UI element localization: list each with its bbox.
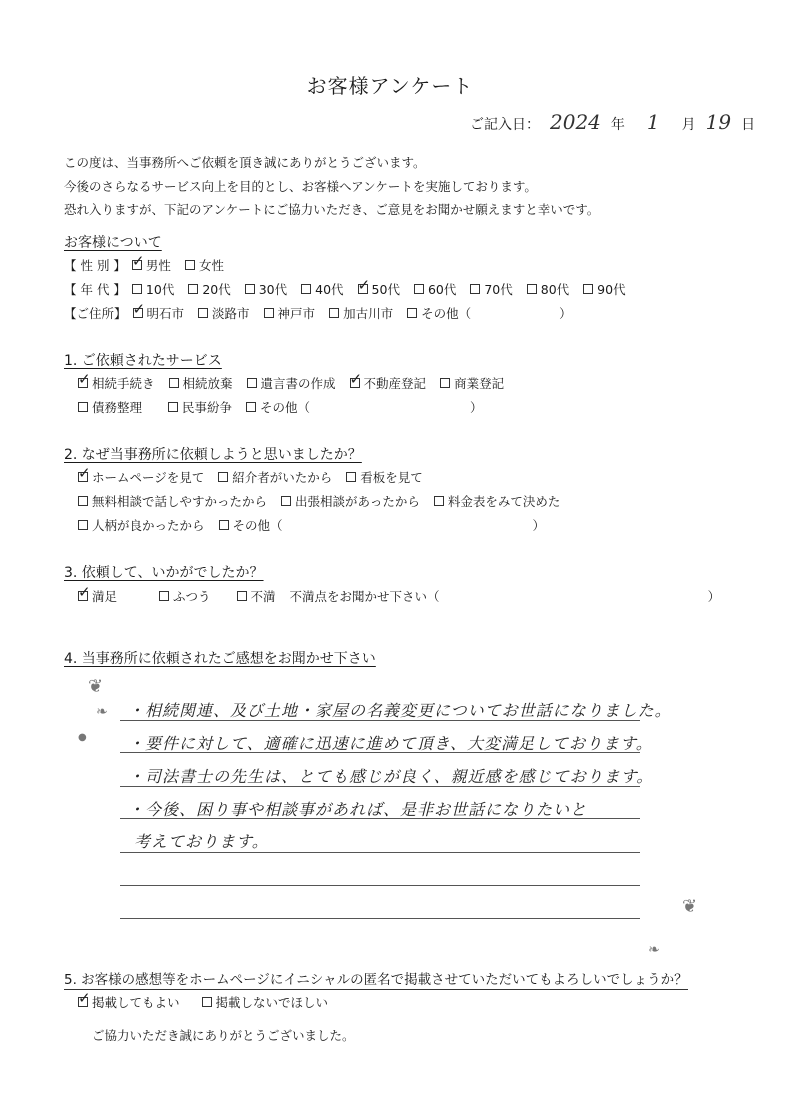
comment-line-5[interactable]: 考えております。: [134, 832, 269, 851]
leaf-icon: ❧: [648, 942, 660, 958]
option-label: 掲載しないでほしい: [215, 995, 329, 1010]
checkbox-icon[interactable]: [329, 308, 339, 318]
leaf-icon: ●: [78, 732, 87, 743]
option-label: 債務整理: [92, 400, 143, 415]
ruled-line: [120, 852, 640, 853]
floral-decoration-icon: ❦: [88, 676, 104, 697]
q1-option[interactable]: [78, 398, 142, 416]
option-label: その他（: [232, 518, 283, 533]
checkbox-icon[interactable]: [218, 472, 228, 482]
q3-option[interactable]: [159, 587, 211, 605]
q2-heading: 2. なぜ当事務所に依頼しようと思いましたか？: [64, 447, 362, 463]
checkbox-icon[interactable]: [245, 284, 255, 294]
close-paren: ）: [559, 306, 572, 321]
q2-option[interactable]: [346, 468, 423, 486]
age-label: 【 年 代 】: [64, 282, 126, 297]
option-label: 神戸市: [277, 306, 316, 321]
checkbox-icon[interactable]: [133, 308, 143, 318]
option-label: 相続手続き: [92, 376, 155, 391]
q2-option[interactable]: [281, 492, 420, 510]
gender-option-female[interactable]: [185, 256, 224, 274]
date-day-suffix: 日: [741, 117, 756, 133]
q5-option[interactable]: [78, 993, 180, 1011]
q2-option-other[interactable]: [219, 516, 283, 534]
age-option[interactable]: [583, 280, 625, 298]
q5-heading: 5. お客様の感想等をホームページにイニシャルの匿名で掲載させていただいてもよろしいでしょうか？: [64, 968, 688, 990]
option-label: ふつう: [173, 589, 211, 604]
intro-line-2: 今後のさらなるサービス向上を目的とし、お客様へアンケートを実施しております。: [64, 179, 537, 194]
age-option[interactable]: [132, 280, 174, 298]
comment-line-1[interactable]: ・相続関連、及び土地・家屋の名義変更についてお世話になりました。: [128, 701, 672, 720]
checkbox-icon[interactable]: [407, 308, 417, 318]
checkbox-icon[interactable]: [301, 284, 311, 294]
q5-option[interactable]: [202, 993, 329, 1011]
option-label: 60代: [427, 282, 457, 297]
date-year-suffix: 年: [610, 117, 625, 133]
date-month-suffix: 月: [681, 117, 696, 133]
address-row: [64, 304, 572, 322]
checkbox-icon[interactable]: [78, 997, 88, 1007]
option-label: 満足: [92, 589, 118, 604]
option-label: 出張相談があったから: [295, 494, 420, 509]
address-option[interactable]: [133, 304, 185, 322]
date-day[interactable]: 19: [705, 110, 732, 134]
q1-row-1: [78, 374, 518, 392]
q1-option-other[interactable]: [246, 398, 310, 416]
page-title: お客様アンケート: [306, 74, 474, 98]
checkbox-icon[interactable]: [246, 402, 256, 412]
option-label: 加古川市: [343, 306, 394, 321]
intro-line-3: 恐れ入りますが、下記のアンケートにご協力いただき、ご意見をお聞かせ願えますと幸いです。: [64, 202, 600, 217]
option-label: 10代: [145, 282, 175, 297]
gender-label: 【 性 別 】: [64, 258, 126, 273]
option-label: 掲載してもよい: [92, 995, 180, 1010]
checkbox-icon[interactable]: [188, 284, 198, 294]
q3-heading: 3. 依頼して、いかがでしたか？: [64, 565, 264, 581]
checkbox-icon[interactable]: [78, 591, 88, 601]
age-option[interactable]: [470, 280, 512, 298]
option-label: ホームページを見て: [92, 470, 205, 485]
close-paren: ）: [707, 589, 721, 604]
option-label: 70代: [484, 282, 513, 297]
checkbox-icon[interactable]: [350, 378, 360, 388]
q1-option[interactable]: [350, 374, 427, 392]
option-label: 50代: [371, 282, 400, 297]
option-label: 相続放棄: [182, 376, 233, 391]
checkbox-icon[interactable]: [237, 591, 247, 601]
address-option[interactable]: [198, 304, 250, 322]
complaint-label: 不満点をお聞かせ下さい（: [289, 589, 440, 604]
q3-option[interactable]: [237, 587, 276, 605]
q2-option[interactable]: [218, 468, 332, 486]
option-label: 明石市: [146, 306, 185, 321]
checkbox-icon[interactable]: [169, 378, 179, 388]
entry-date: [470, 110, 755, 134]
age-row: [64, 280, 640, 298]
q1-heading: 1. ご依頼されたサービス: [64, 353, 222, 369]
option-label: 商業登記: [454, 376, 505, 391]
checkbox-icon[interactable]: [132, 260, 142, 270]
q1-option[interactable]: [168, 398, 232, 416]
q1-option[interactable]: [247, 374, 336, 392]
q5-row: [78, 993, 342, 1011]
checkbox-icon[interactable]: [264, 308, 274, 318]
close-paren: ）: [470, 400, 483, 415]
option-label: 男性: [145, 258, 171, 273]
checkbox-icon[interactable]: [78, 378, 88, 388]
checkbox-icon[interactable]: [202, 997, 212, 1007]
gender-row: [64, 256, 238, 274]
option-label: 淡路市: [212, 306, 250, 321]
close-paren: ）: [532, 518, 546, 533]
checkbox-icon[interactable]: [78, 472, 88, 482]
option-label: その他（: [260, 400, 311, 415]
q1-option[interactable]: [169, 374, 233, 392]
option-label: 不満: [250, 589, 276, 604]
checkbox-icon[interactable]: [434, 496, 444, 506]
option-label: 遺言書の作成: [260, 376, 336, 391]
address-option-other[interactable]: [407, 304, 471, 322]
checkbox-icon[interactable]: [247, 378, 257, 388]
q1-option[interactable]: [440, 374, 504, 392]
q3-option[interactable]: [78, 587, 117, 605]
checkbox-icon[interactable]: [281, 496, 291, 506]
closing-message: ご協力いただき誠にありがとうございました。: [92, 1028, 355, 1043]
option-label: 料金表をみて決めた: [447, 494, 561, 509]
checkbox-icon[interactable]: [132, 284, 142, 294]
option-label: 無料相談で話しやすかったから: [92, 494, 268, 509]
floral-decoration-icon: ❦: [682, 896, 698, 917]
checkbox-icon[interactable]: [527, 284, 537, 294]
q2-row-3: [78, 516, 545, 534]
option-label: 80代: [540, 282, 570, 297]
option-label: 看板を見て: [360, 470, 423, 485]
comment-line-4[interactable]: ・今後、困り事や相談事があれば、是非お世話になりたいと: [128, 800, 588, 819]
q2-row-2: [78, 492, 574, 510]
checkbox-icon[interactable]: [440, 378, 450, 388]
address-option[interactable]: [264, 304, 316, 322]
option-label: 30代: [258, 282, 288, 297]
q3-row: [78, 587, 720, 605]
checkbox-icon[interactable]: [346, 472, 356, 482]
checkbox-icon[interactable]: [78, 496, 88, 506]
intro-line-1: この度は、当事務所へご依頼を頂き誠にありがとうございます。: [64, 155, 426, 170]
comment-line-2[interactable]: ・要件に対して、適確に迅速に進めて頂き、大変満足しております。: [128, 734, 653, 753]
checkbox-icon[interactable]: [78, 402, 88, 412]
comment-line-3[interactable]: ・司法書士の先生は、とても感じが良く、親近感を感じております。: [128, 767, 654, 786]
q1-row-2: [78, 398, 483, 416]
option-label: 紹介者がいたから: [232, 470, 333, 485]
date-label: ご記入日：: [470, 117, 540, 133]
checkbox-icon[interactable]: [185, 260, 195, 270]
gender-option-male[interactable]: [132, 256, 171, 274]
ruled-line: [120, 885, 640, 886]
option-label: 20代: [202, 282, 231, 297]
checkbox-icon[interactable]: [414, 284, 424, 294]
date-month[interactable]: 1: [646, 110, 660, 134]
date-year[interactable]: 2024: [550, 110, 601, 134]
age-option[interactable]: [358, 280, 400, 298]
option-label: 女性: [198, 258, 224, 273]
q2-option[interactable]: [78, 468, 204, 486]
checkbox-icon[interactable]: [159, 591, 169, 601]
age-option[interactable]: [301, 280, 343, 298]
checkbox-icon[interactable]: [219, 520, 229, 530]
checkbox-icon[interactable]: [583, 284, 593, 294]
address-label: 【ご住所】: [64, 306, 127, 321]
age-option[interactable]: [188, 280, 230, 298]
checkbox-icon[interactable]: [470, 284, 480, 294]
checkbox-icon[interactable]: [168, 402, 178, 412]
age-option[interactable]: [245, 280, 287, 298]
q2-row-1: [78, 468, 437, 486]
checkbox-icon[interactable]: [78, 520, 88, 530]
ruled-line: [120, 918, 640, 919]
option-label: その他（: [421, 306, 472, 321]
option-label: 民事紛争: [182, 400, 233, 415]
q4-heading: 4. 当事務所に依頼されたご感想をお聞かせ下さい: [64, 651, 376, 667]
q2-option[interactable]: [78, 516, 205, 534]
customer-heading: お客様について: [64, 235, 162, 251]
option-label: 不動産登記: [363, 376, 427, 391]
q2-option[interactable]: [434, 492, 561, 510]
option-label: 90代: [597, 282, 626, 297]
option-label: 40代: [315, 282, 344, 297]
age-option[interactable]: [527, 280, 569, 298]
option-label: 人柄が良かったから: [92, 518, 205, 533]
q1-option[interactable]: [78, 374, 155, 392]
q2-option[interactable]: [78, 492, 267, 510]
checkbox-icon[interactable]: [358, 284, 368, 294]
address-option[interactable]: [329, 304, 393, 322]
age-option[interactable]: [414, 280, 456, 298]
checkbox-icon[interactable]: [198, 308, 208, 318]
leaf-icon: ❧: [96, 704, 108, 720]
